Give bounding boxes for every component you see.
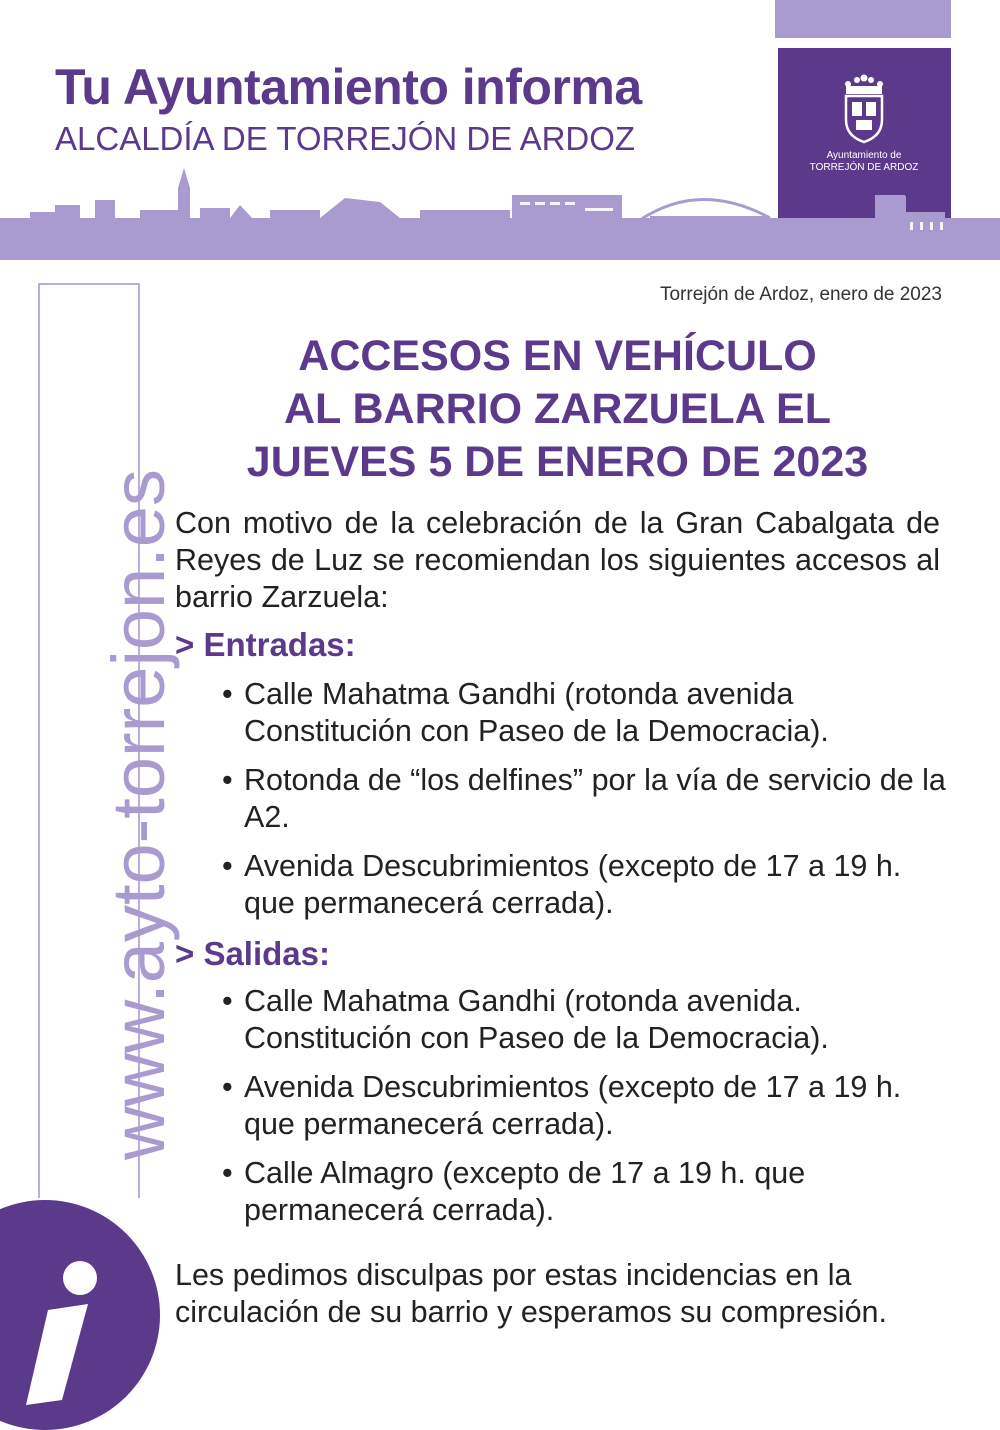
list-item-text: Calle Mahatma Gandhi (rotonda avenida Constitución con Paseo de la Democracia).	[244, 677, 829, 748]
list-item-text: Calle Mahatma Gandhi (rotonda avenida. Constitución con Paseo de la Democracia).	[244, 984, 829, 1055]
document-title	[175, 330, 940, 489]
title-line: AL BARRIO ZARZUELA EL	[283, 385, 832, 433]
document-date: Torrejón de Ardoz, enero de 2023	[659, 284, 942, 305]
website-url[interactable]: www.ayto-torrejon.es	[97, 469, 180, 1160]
list-item: • Calle Almagro (excepto de 17 a 19 h. que permanecerá cerrada).	[222, 1156, 806, 1227]
logo-line2: TORREJÓN DE ARDOZ	[809, 162, 919, 173]
list-item-text: Rotonda de “los delfines” por la vía de servicio de la A2.	[244, 763, 946, 834]
list-item: • Calle Mahatma Gandhi (rotonda avenida. Constitución con Paseo de la Democracia).	[222, 984, 829, 1055]
header-accent-bar	[775, 0, 951, 38]
section-heading-salidas: > Salidas:	[175, 935, 330, 972]
header-subtitle: ALCALDÍA DE TORREJÓN DE ARDOZ	[55, 120, 636, 157]
list-item-text: Avenida Descubrimientos (excepto de 17 a 19 h. que permanecerá cerrada).	[244, 1070, 902, 1141]
list-item-text: Avenida Descubrimientos (excepto de 17 a 19 h. que permanecerá cerrada).	[244, 849, 902, 920]
list-item: • Calle Mahatma Gandhi (rotonda avenida Constitución con Paseo de la Democracia).	[222, 677, 829, 748]
title-line: ACCESOS EN VEHÍCULO	[298, 332, 817, 380]
salidas-list	[222, 983, 952, 1241]
list-item: • Avenida Descubrimientos (excepto de 17 a 19 h. que permanecerá cerrada).	[222, 1070, 902, 1141]
entradas-list	[222, 676, 952, 934]
section-heading-entradas: > Entradas:	[175, 626, 356, 663]
logo-line1: Ayuntamiento de	[826, 150, 902, 161]
title-line: JUEVES 5 DE ENERO DE 2023	[246, 438, 869, 486]
list-item: • Rotonda de “los delfines” por la vía de servicio de la A2.	[222, 763, 946, 834]
closing-paragraph: Les pedimos disculpas por estas incidencias en la circulación de su barrio y esperamos su compresión.	[175, 1258, 887, 1329]
list-item-text: Calle Almagro (excepto de 17 a 19 h. que permanecerá cerrada).	[244, 1156, 806, 1227]
list-item: • Avenida Descubrimientos (excepto de 17 a 19 h. que permanecerá cerrada).	[222, 849, 902, 920]
intro-paragraph: Con motivo de la celebración de la Gran Cabalgata de Reyes de Luz se recomiendan los siguientes accesos al barrio Zarzuela:	[175, 506, 940, 614]
city-skyline	[0, 160, 1000, 260]
info-icon	[0, 1200, 160, 1430]
header-title: Tu Ayuntamiento informa	[55, 59, 642, 115]
